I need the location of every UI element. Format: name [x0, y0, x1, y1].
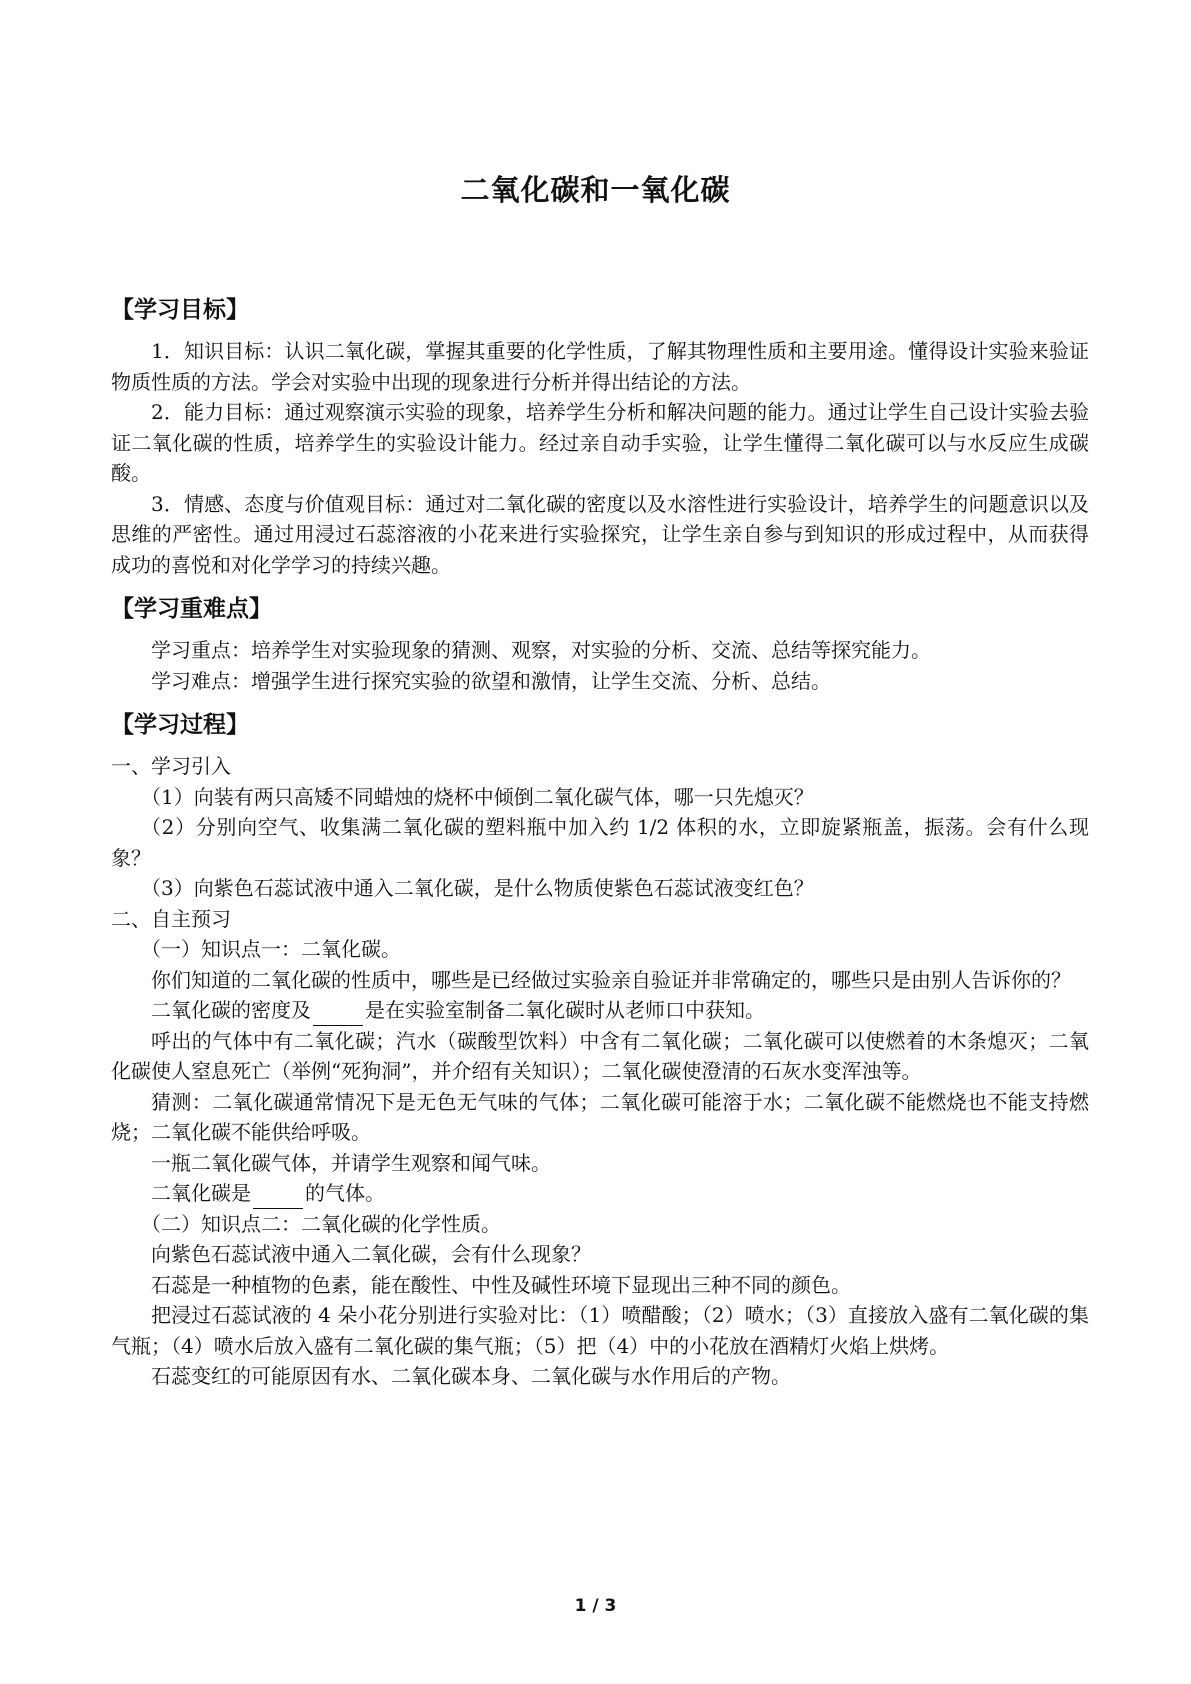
keypoint-difficulty: 学习难点：增强学生进行探究实验的欲望和激情，让学生交流、分析、总结。 [151, 668, 831, 693]
section-goals [111, 295, 1089, 580]
kp1-question: 你们知道的二氧化碳的性质中，哪些是已经做过实验亲自验证并非常确定的，哪些只是由别人告诉你的？ [151, 967, 1071, 992]
kp2-title: （二）知识点二：二氧化碳的化学性质。 [141, 1211, 501, 1236]
kp1-density-text-b: 是在实验室制备二氧化碳时从老师口中获知。 [365, 998, 765, 1022]
kp1-title: （一）知识点一：二氧化碳。 [141, 937, 401, 961]
kp1-density-text-a: 二氧化碳的密度及 [151, 998, 311, 1022]
kp1-facts: 呼出的气体中有二氧化碳；汽水（碳酸型饮料）中含有二氧化碳；二氧化碳可以使燃着的木条熄灭；二氧化碳使人窒息死亡（举例“死狗洞”，并介绍有关知识）；二氧化碳使澄清的石灰水变浑浊等。 [111, 1028, 1089, 1083]
goal-knowledge: 1．知识目标：认识二氧化碳，掌握其重要的化学性质，了解其物理性质和主要用途。懂得设计实验来验证物质性质的方法。学会对实验中出现的现象进行分析并得出结论的方法。 [111, 339, 1089, 394]
keypoint-focus: 学习重点：培养学生对实验现象的猜测、观察，对实验的分析、交流、总结等探究能力。 [151, 638, 931, 662]
kp2-experiment: 把浸过石蕊试液的 4 朵小花分别进行实验对比：（1）喷醋酸；（2）喷水；（3）直接放入盛有二氧化碳的集气瓶；（4）喷水后放入盛有二氧化碳的集气瓶；（5）把（4）中的小花放在酒精灯火焰上烘烤。 [111, 1303, 1089, 1358]
document-body [111, 295, 1089, 1392]
kp2-cause: 石蕊变红的可能原因有水、二氧化碳本身、二氧化碳与水作用后的产物。 [151, 1364, 791, 1388]
part2-title: 二、自主预习 [111, 906, 231, 931]
section-heading-process: 【学习过程】 [111, 712, 249, 738]
kp1-is-text-b: 的气体。 [305, 1181, 385, 1205]
goal-ability: 2．能力目标：通过观察演示实验的现象，培养学生分析和解决问题的能力。通过让学生自己设计实验去验证二氧化碳的性质，培养学生的实验设计能力。经过亲自动手实验，让学生懂得二氧化碳可以与水反应生成碳酸。 [111, 400, 1089, 485]
kp1-observe: 一瓶二氧化碳气体，并请学生观察和闻气味。 [151, 1150, 551, 1175]
section-keypoints [111, 594, 1089, 696]
intro-question-1: （1）向装有两只高矮不同蜡烛的烧杯中倾倒二氧化碳气体，哪一只先熄灭？ [141, 784, 814, 809]
section-heading-keypoints: 【学习重难点】 [111, 596, 272, 622]
goal-attitude: 3．情感、态度与价值观目标：通过对二氧化碳的密度以及水溶性进行实验设计，培养学生的问题意识以及思维的严密性。通过用浸过石蕊溶液的小花来进行实验探究，让学生亲自参与到知识的形成过程中，从而获得成功的喜悦和对化学学习的持续兴趣。 [111, 491, 1089, 577]
page-number: 1 / 3 [574, 1596, 617, 1616]
part1-title: 一、学习引入 [111, 754, 231, 778]
section-process [111, 710, 1089, 1392]
kp1-density-line [111, 995, 1089, 1026]
document-title: 二氧化碳和一氧化碳 [460, 173, 731, 207]
kp1-is-text-a: 二氧化碳是 [151, 1181, 251, 1205]
kp2-litmus: 石蕊是一种植物的色素，能在酸性、中性及碱性环境下显现出三种不同的颜色。 [151, 1272, 851, 1297]
intro-question-2: （2）分别向空气、收集满二氧化碳的塑料瓶中加入约 1/2 体积的水，立即旋紧瓶盖，振荡。会有什么现象？ [111, 815, 1089, 870]
kp1-guess: 猜测：二氧化碳通常情况下是无色无气味的气体；二氧化碳可能溶于水；二氧化碳不能燃烧也不能支持燃烧；二氧化碳不能供给呼吸。 [111, 1089, 1089, 1144]
fill-in-blank[interactable] [313, 1003, 363, 1026]
section-heading-goals: 【学习目标】 [111, 297, 249, 323]
fill-in-blank[interactable] [253, 1186, 303, 1209]
kp1-is-line [111, 1178, 1089, 1209]
kp2-question: 向紫色石蕊试液中通入二氧化碳，会有什么现象？ [151, 1242, 591, 1266]
intro-question-3: （3）向紫色石蕊试液中通入二氧化碳，是什么物质使紫色石蕊试液变红色？ [141, 876, 814, 900]
